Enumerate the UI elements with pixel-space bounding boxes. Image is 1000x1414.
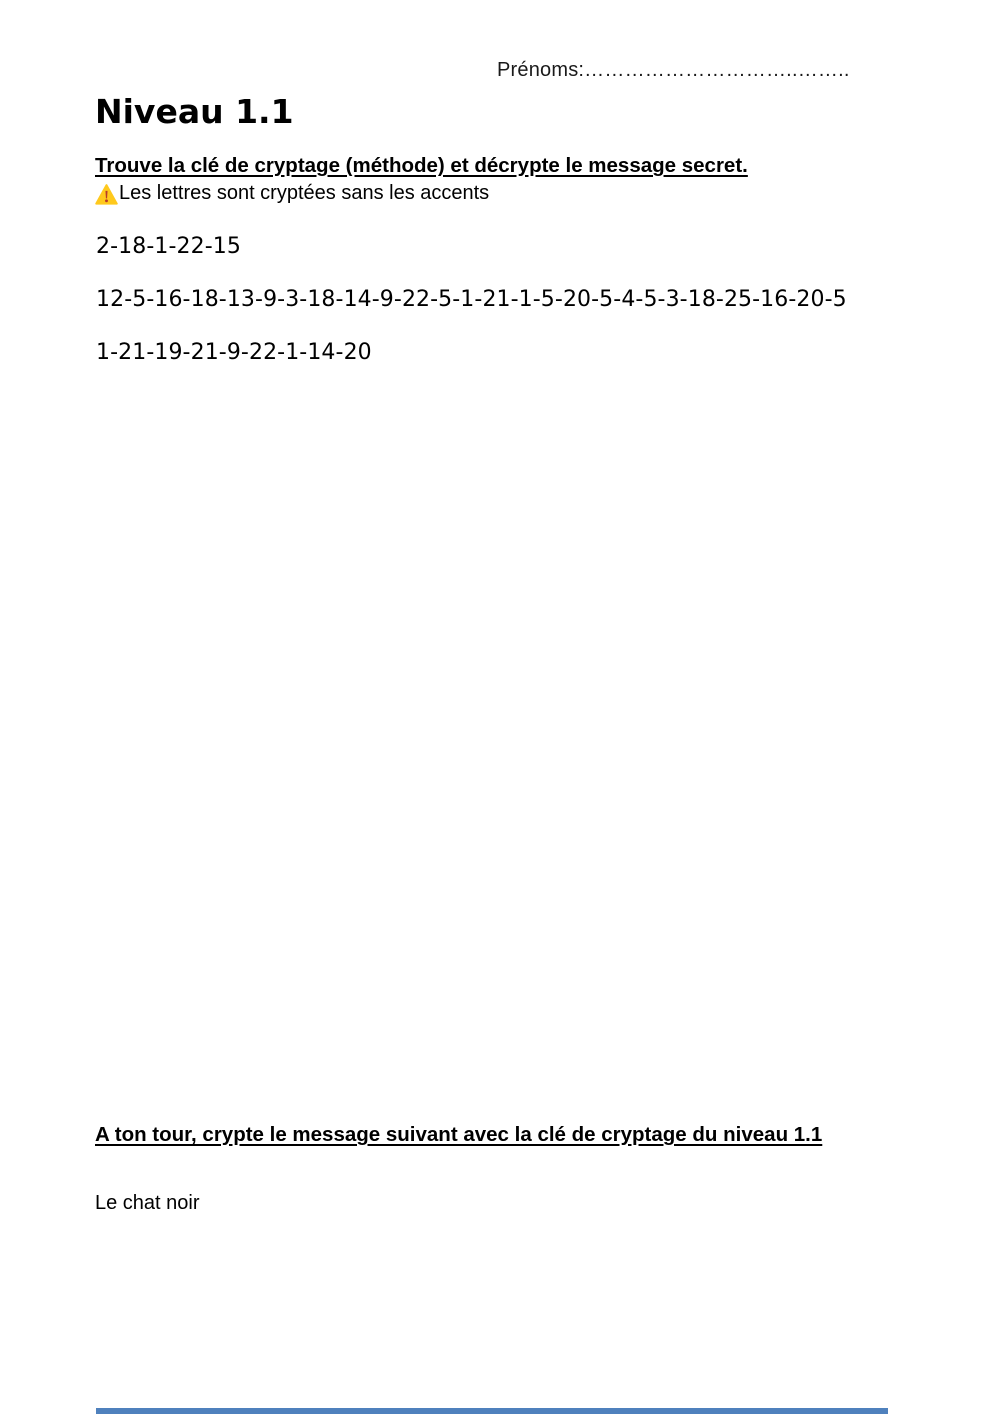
prenoms-line: Prénoms:…………………………..……..	[497, 59, 850, 81]
code-line-3: 1-21-19-21-9-22-1-14-20	[96, 340, 372, 365]
code-line-2: 12-5-16-18-13-9-3-18-14-9-22-5-1-21-1-5-20-5-4-5-3-18-25-16-20-5	[96, 287, 847, 312]
page-title: Niveau 1.1	[95, 92, 294, 131]
task2-heading: A ton tour, crypte le message suivant avec la clé de cryptage du niveau 1.1	[95, 1123, 823, 1146]
code-line-1: 2-18-1-22-15	[96, 234, 241, 259]
plain-message: Le chat noir	[95, 1192, 200, 1214]
bottom-accent-bar	[96, 1408, 888, 1414]
task1-heading: Trouve la clé de cryptage (méthode) et décrypte le message secret.	[95, 154, 748, 177]
warning-note-line	[95, 182, 489, 205]
warning-note-text: Les lettres sont cryptées sans les accents	[119, 182, 490, 204]
warning-triangle-icon	[95, 182, 118, 205]
